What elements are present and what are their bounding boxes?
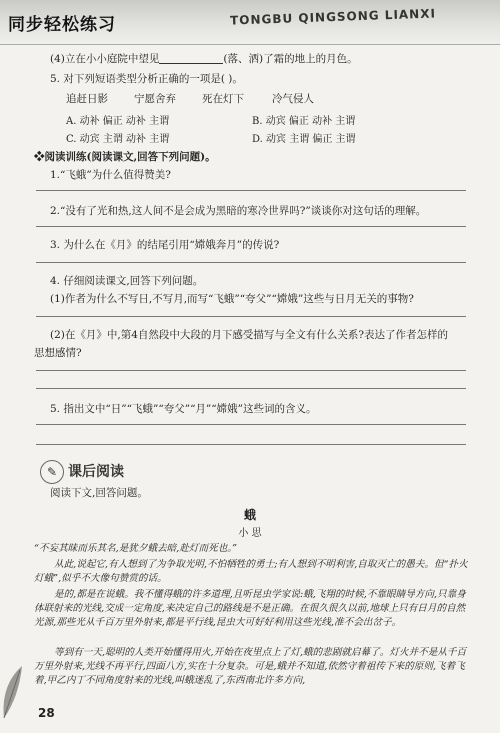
- page-header: [0, 0, 500, 45]
- phrase-1: 追赶日影: [66, 93, 108, 105]
- question-5-stem: 5. 对下列短语类型分析正确的一项是( )。: [50, 73, 243, 85]
- reading-question-4-1: (1)作者为什么不写日,不写月,而写“飞蛾”“夸父”“嫦娥”这些与日月无关的事物?: [50, 293, 414, 305]
- question-4-fill: (4)立在小小庭院中望见 (落、洒)了霜的地上的月色。: [50, 53, 358, 65]
- reading-question-1: 1.“飞蛾”为什么值得赞美?: [50, 169, 171, 181]
- phrase-2: 宁愿舍弃: [134, 93, 176, 105]
- story-title: 蛾: [243, 508, 256, 522]
- reading-badge-icon: ✎: [40, 460, 64, 484]
- phrase-3: 死在灯下: [202, 93, 244, 105]
- story-paragraph: 从此,说起它,有人想到了为争取光明,不怕牺牲的勇士;有人想到不明利害,自取灭亡的愚夫。但“扑火灯蛾”,似乎不大像句赞赏的话。: [34, 559, 468, 584]
- option-a[interactable]: A. 动补 偏正 动补 主谓: [66, 116, 170, 127]
- story-author: 小 思: [238, 528, 262, 539]
- answer-line[interactable]: [36, 262, 466, 263]
- reading-question-4: 4. 仔细阅读课文,回答下列问题。: [50, 275, 204, 287]
- story-paragraph: “不妄其昧而乐其名,是犹夕蛾去暗,赴灯而死也。”: [34, 543, 237, 554]
- reading-question-4-2a: (2)在《月》中,第4自然段中大段的月下感受描写与全文有什么关系?表达了作者怎样的: [50, 329, 449, 341]
- phrase-4: 冷气侵人: [272, 93, 314, 105]
- reading-heading: ❖阅读训练(阅读课文,回答下列问题)。: [34, 151, 216, 163]
- reading-question-3: 3. 为什么在《月》的结尾引用“嫦娥奔月”的传说?: [50, 239, 280, 251]
- reading-question-2: 2.“没有了光和热,这人间不是会成为黑暗的寒冷世界吗?”谈谈你对这句话的理解。: [50, 205, 427, 217]
- answer-line[interactable]: [36, 388, 466, 389]
- page-number: 28: [38, 706, 55, 720]
- answer-line[interactable]: [36, 424, 466, 425]
- option-c[interactable]: C. 动宾 主谓 动补 主谓: [66, 134, 170, 145]
- answer-blank[interactable]: [159, 53, 223, 64]
- answer-line[interactable]: [36, 190, 466, 191]
- answer-line[interactable]: [36, 316, 466, 317]
- story-paragraph: 等到有一天,聪明的人类开始懂得用火,开始在夜里点上了灯,蛾的悲剧就启幕了。灯火并不是从千百万里外射来,光线不再平行,四面八方,实在十分复杂。可是,蛾并不知道,依然守着祖传下来的原则,飞着飞着,甲乙内丁不同角度射来的光线,叫蛾迷乱了,东西南北许多方向,: [34, 647, 467, 686]
- answer-line[interactable]: [36, 370, 466, 371]
- answer-line[interactable]: [36, 444, 466, 445]
- after-class-instruction: 阅读下文,回答问题。: [50, 487, 148, 499]
- reading-question-5: 5. 指出文中“日”“飞蛾”“夸父”“月”“嫦娥”这些词的含义。: [50, 403, 317, 415]
- leaf-decoration-icon: [0, 660, 28, 720]
- story-paragraph: 是的,都是在说蛾。我不懂得蛾的许多道理,且听昆虫学家说:蛾,飞翔的时候,不靠眼睛导方向,只靠身体联射来的光线,交成一定角度,来决定自己的路线是不是正确。在很久很久以前,地球上只有日月的自然光源,那些光从千百万里外射来,都是平行线,昆虫大可好好利用这些光线,准不会出岔子。: [34, 589, 466, 628]
- brand-title: 同步轻松练习: [8, 15, 116, 35]
- option-b[interactable]: B. 动宾 偏正 动补 主谓: [252, 116, 356, 127]
- after-class-section-title: ✎ 课后阅读: [40, 460, 124, 484]
- brand-subtitle: TONGBU QINGSONG LIANXI: [229, 6, 437, 28]
- answer-line[interactable]: [36, 226, 466, 227]
- reading-question-4-2b: 思想感情?: [34, 347, 82, 359]
- option-d[interactable]: D. 动宾 主谓 偏正 主谓: [252, 134, 356, 145]
